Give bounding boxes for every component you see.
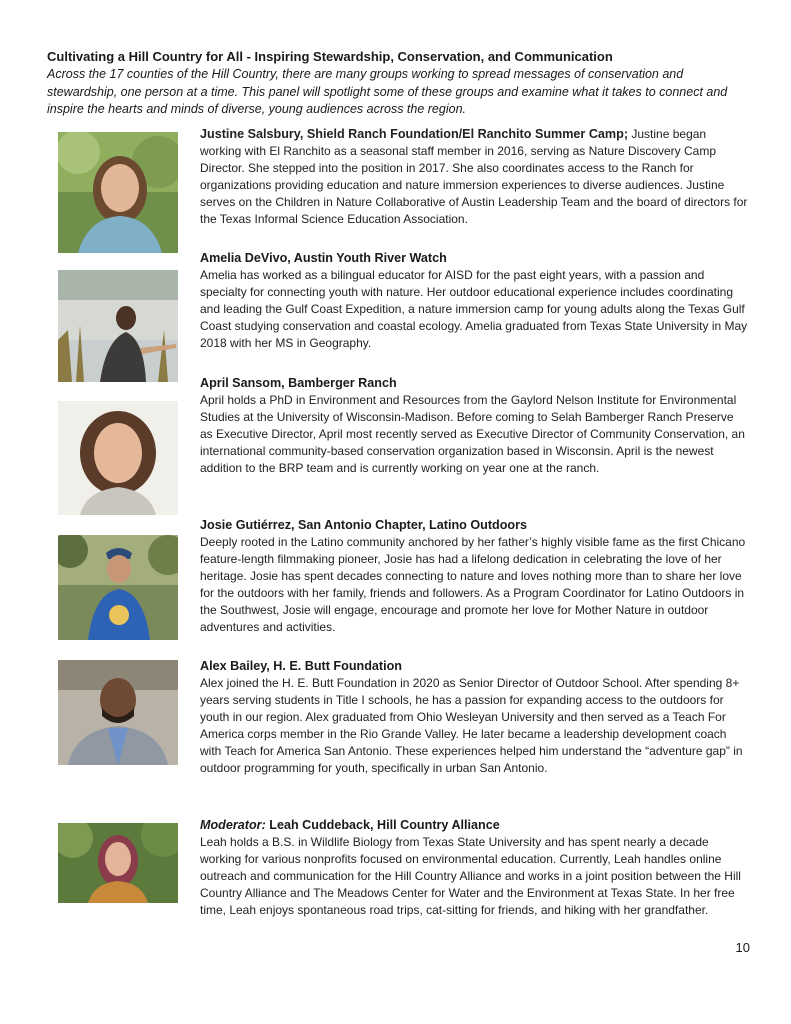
bio-name: Justine Salsbury, Shield Ranch Foundation/El Ranchito Summer Camp; (200, 127, 629, 141)
bio-text: Justine began working with El Ranchito as a seasonal staff member in 2016, serving as Nature Discovery Camp Director. She stepped into the position in 2017. She also coordinates access to the Ranch for organizations providing education and nature immersion experiences to diverse audiences. Justine serves on the Children in Nature Collaborative of Austin Leadership Team and the board of directors for the Texas Informal Science Education Association. (200, 127, 748, 226)
bio-name: Josie Gutiérrez, San Antonio Chapter, Latino Outdoors (200, 518, 528, 532)
intro-paragraph: Across the 17 counties of the Hill Country, there are many groups working to spread messages of conservation and stewardship, one person at a time. This panel will spotlight some of these groups and examine what it takes to connect and inspire the hearts and minds of diverse, young audiences across the region. (47, 67, 728, 116)
bio-name: Alex Bailey, H. E. Butt Foundation (200, 659, 402, 673)
bio-name: Leah Cuddeback, Hill Country Alliance (269, 818, 500, 832)
photo-josie-gutierrez (58, 535, 178, 640)
photo-alex-bailey (58, 660, 178, 765)
moderator-label: Moderator: (200, 818, 266, 832)
bio-alex-bailey (200, 658, 748, 777)
bio-text: Leah holds a B.S. in Wildlife Biology from Texas State University and has spent nearly a decade working for various nonprofits focused on environmental education. Currently, Leah handles online outreach and communication for the Hill Country Alliance and works in a joint position between the Hill Country Alliance and The Meadows Center for Water and the Environment at Texas State. In her free time, Leah enjoys spontaneous road trips, cat-sitting for friends, and hiking with her grandfather. (200, 835, 741, 917)
bio-leah-cuddeback (200, 817, 748, 919)
bio-amelia-devivo (200, 250, 748, 352)
bio-name: April Sansom, Bamberger Ranch (200, 376, 397, 390)
bio-name: Amelia DeVivo, Austin Youth River Watch (200, 251, 447, 265)
bio-justine-salsbury (200, 126, 748, 228)
bio-text: Alex joined the H. E. Butt Foundation in 2020 as Senior Director of Outdoor School. After spending 8+ years serving students in Title I schools, he has a passion for expanding access to the outdoors for youth in our region. Alex graduated from Ohio Wesleyan University and then served as a Teach For America corps member in the Rio Grande Valley. He later became a leadership development coach with Teach for America San Antonio. These experiences helped him understand the “adventure gap” in outdoor programming for youth, specifically in urban San Antonio. (200, 676, 743, 775)
page-title: Cultivating a Hill Country for All - Inspiring Stewardship, Conservation, and Communication (47, 49, 613, 64)
bio-josie-gutierrez (200, 517, 748, 636)
page-number: 10 (735, 940, 750, 955)
bio-text: Deeply rooted in the Latino community anchored by her father’s highly visible fame as the first Chicano feature-length filmmaking pioneer, Josie has had a lifelong dedication in celebrating the love of her heritage. Josie has spent decades connecting to nature and loves nothing more than to share her love for the outdoors with her family, friends and followers. As a Program Coordinator for Latino Outdoors in the Southwest, Josie will engage, encourage and promote her love for Mother Nature in outdoor adventures and activities. (200, 535, 746, 634)
bio-april-sansom (200, 375, 748, 477)
photo-april-sansom (58, 401, 178, 515)
photo-amelia-devivo (58, 270, 178, 382)
photo-leah-cuddeback (58, 823, 178, 903)
bio-text: April holds a PhD in Environment and Resources from the Gaylord Nelson Institute for Environmental Studies at the University of Wisconsin-Madison. Before coming to Selah Bamberger Ranch Preserve as Executive Director, April most recently served as Executive Director of Community Conservation, an international community-based conservation organization based in Wisconsin. April is the newest addition to the BRP team and is currently working on year one at the ranch. (200, 393, 745, 475)
photo-justine-salsbury (58, 132, 178, 253)
bio-text: Amelia has worked as a bilingual educator for AISD for the past eight years, with a passion and specialty for connecting youth with nature. Her outdoor educational experience includes coordinating and leading the Gulf Coast Expedition, a nature immersion camp for young adults along the Texas Gulf Coast studying conservation and coastal ecology. Amelia graduated from Texas State University in May 2018 with her MS in Geography. (200, 268, 748, 350)
